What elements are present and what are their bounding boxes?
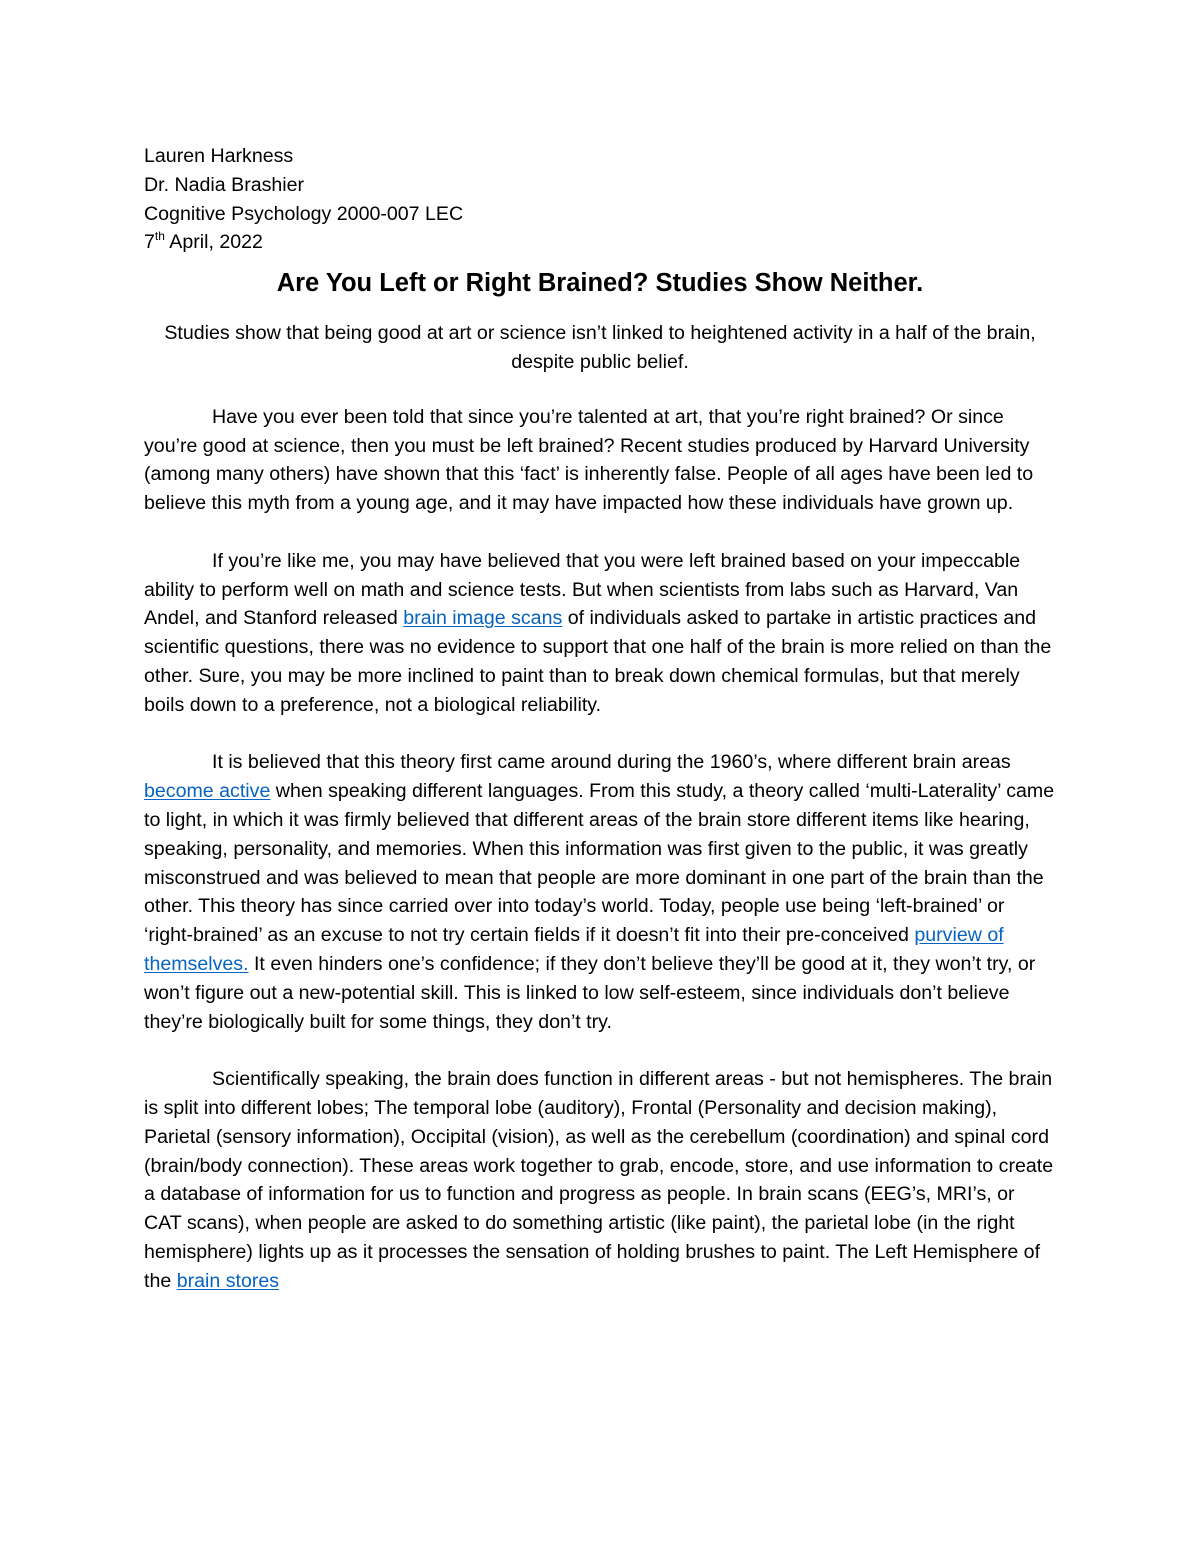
paragraph-2-text-a: If you’re like me, you may have believed that you were left brained based on your impeccable ability to perform well on math and science tests. But when scientists from labs such as Harvard, Van Andel, and Stanford released [144,549,1021,630]
paragraph-4 [144,1065,1056,1295]
document-date [144,228,1056,257]
date-suffix: th [154,228,165,243]
document-body [144,142,1056,1295]
date-day: 7 [144,231,155,254]
author-name: Lauren Harkness [144,145,294,167]
paragraph-3-text-a: It is believed that this theory first came around during the 1960’s, where different brain areas [212,751,1011,774]
paragraph-1: Have you ever been told that since you’re talented at art, that you’re right brained? Or since you’re good at science, then you must be left brained? Recent studies produced by Harvard University (among many others) have shown that this ‘fact’ is inherently false. People of all ages have been led to believe this myth from a young age, and it may have impacted how these individuals have grown up. [144,405,1034,515]
paragraph-3-text-b: when speaking different languages. From this study, a theory called ‘multi-Laterality’ came to light, in which it was firmly believed that different areas of the brain store different items like hearing, speaking, personality, and memories. When this information was first given to the public, it was greatly misconstrued and was believed to mean that people are more dominant in one part of the brain than the other. This theory has since carried over into today’s world. Today, people use being ‘left-brained’ or ‘right-brained’ as an excuse to not try certain fields if it doesn’t fit into their pre-conceived [144,780,1055,947]
link-brain-stores[interactable]: brain stores [176,1269,280,1292]
link-brain-image-scans[interactable]: brain image scans [403,607,563,630]
paragraph-3-text-c: It even hinders one’s confidence; if they don’t believe they’ll be good at it, they won’t try, or won’t figure out a new-potential skill. This is linked to low self-esteem, since individuals don’t believe they’re biologically built for some things, they don’t try. [144,952,1036,1033]
article-subtitle: Studies show that being good at art or science isn’t linked to heightened activity in a half of the brain, despite public belief. [164,322,1036,373]
date-rest: April, 2022 [164,231,263,254]
paragraph-3 [144,748,1056,1036]
paragraph-2 [144,547,1056,720]
instructor-name: Dr. Nadia Brashier [144,173,305,196]
link-purview-of-themselves[interactable]: purview of themselves. [144,924,1004,975]
article-title: Are You Left or Right Brained? Studies Show Neither. [276,269,924,298]
link-become-active[interactable]: become active [144,780,271,803]
paragraph-4-text-a: Scientifically speaking, the brain does function in different areas - but not hemispheres. The brain is split into different lobes; The temporal lobe (auditory), Frontal (Personality and decision making), Parietal (sensory information), Occipital (vision), as well as the cerebellum (coordination) and spinal cord (brain/body connection). These areas work together to grab, encode, store, and use information to create a database of information for us to function and progress as people. In brain scans (EEG’s, MRI’s, or CAT scans), when people are asked to do something artistic (like paint), the parietal lobe (in the right hemisphere) lights up as it processes the sensation of holding brushes to paint. The Left Hemisphere of the [144,1068,1054,1292]
course-name: Cognitive Psychology 2000-007 LEC [144,202,464,225]
paragraph-2-text-b: of individuals asked to partake in artistic practices and scientific questions, there was no evidence to support that one half of the brain is more relied on than the other. Sure, you may be more inclined to paint than to break down chemical formulas, but that merely boils down to a preference, not a biological reliability. [144,607,1052,716]
